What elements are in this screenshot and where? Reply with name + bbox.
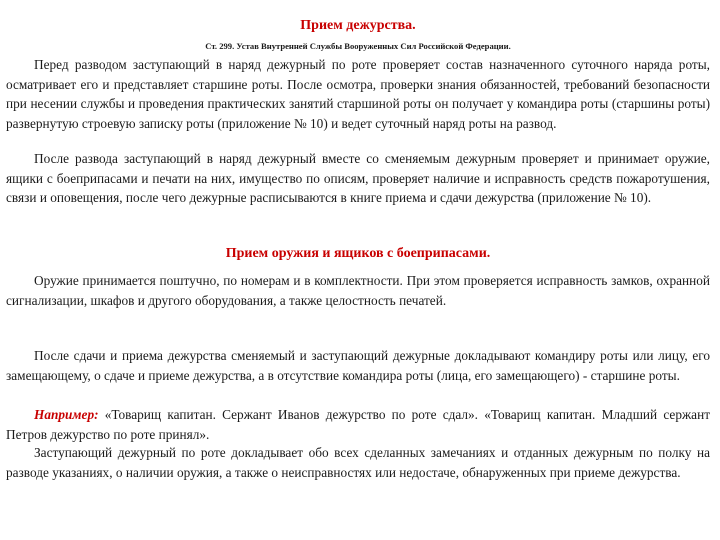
paragraph-weapons: Оружие принимается поштучно, по номерам и в комплектности. При этом проверяется исправность замков, охранной сигнализации, шкафов и другого оборудования, а также целостность печатей. — [6, 273, 710, 308]
example-text: «Товарищ капитан. Сержант Иванов дежурство по роте сдал». «Товарищ капитан. Младший сержант Петров дежурство по роте принял». — [6, 407, 710, 442]
paragraph-report: После сдачи и приема дежурства сменяемый и заступающий дежурные докладывают командиру роты или лицу, его замещающему, о сдаче и приеме дежурства, а в отсутствие командира роты (лица, его замещающего) - старшине роты. — [6, 348, 710, 383]
paragraph-example — [6, 405, 710, 444]
document-page — [6, 0, 710, 540]
paragraph-pre-briefing: Перед разводом заступающий в наряд дежурный по роте проверяет состав назначенного суточного наряда роты, осматривает его и представляет старшине роты. После осмотра, проверки знания обязанностей, требований безопасности при несении службы и проведения практических занятий старшиной роты он получает у командира роты (старшины роты) развернутую строевую записку роты (приложение № 10) и ведет суточный наряд роты на развод. — [6, 57, 710, 131]
source-reference: Ст. 299. Устав Внутренней Службы Вооруженных Сил Российской Федерации. — [205, 41, 511, 51]
section-title: Прием оружия и ящиков с боеприпасами. — [225, 246, 491, 261]
example-label: Например: — [34, 407, 99, 422]
paragraph-remarks: Заступающий дежурный по роте докладывает обо всех сделанных замечаниях и отданных дежурным по полку на разводе указаниях, о наличии оружия, а также о неисправностях или недостаче, обнаруженных при приеме дежурства. — [6, 445, 710, 480]
paragraph-after-briefing: После развода заступающий в наряд дежурный вместе со сменяемым дежурным проверяет и принимает оружие, ящики с боеприпасами и печати на них, имущество по описям, проверяет наличие и исправность средств пожаротушения, связи и оповещения, после чего дежурные расписываются в книге приема и сдачи дежурства (приложение № 10). — [6, 151, 710, 206]
page-title: Прием дежурства. — [300, 18, 416, 33]
